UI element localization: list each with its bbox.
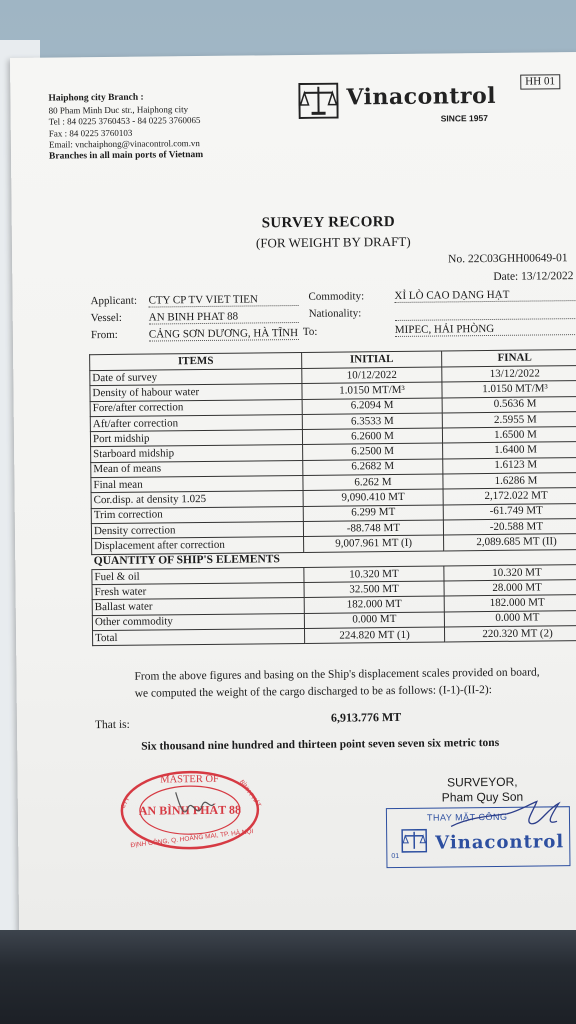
header-initial: INITIAL: [302, 351, 442, 368]
row-initial: 6.2682 M: [303, 459, 443, 476]
element-final: 182.000 MT: [444, 595, 576, 612]
applicant-value: CTY CP TV VIET TIEN: [148, 293, 298, 308]
scales-seal-icon: [401, 829, 427, 853]
row-label: Fore/after correction: [90, 399, 302, 417]
nationality-value: [395, 305, 576, 321]
row-initial: 6.299 MT: [303, 505, 443, 522]
row-final: 2.5955 M: [442, 411, 576, 428]
element-label: Fresh water: [92, 583, 304, 601]
row-label: Displacement after correction: [92, 537, 304, 555]
element-initial: 224.820 MT (1): [304, 627, 444, 644]
seal-name: Vinacontrol: [435, 831, 565, 854]
row-initial: 9,090.410 MT: [303, 489, 443, 506]
row-label: Cor.disp. at density 1.025: [91, 491, 303, 509]
logo-name: Vinacontrol: [346, 82, 497, 111]
branch-fax: Fax : 84 0225 3760103: [48, 127, 133, 139]
vinacontrol-seal: [386, 806, 571, 868]
branch-email: Email: vnchaiphong@vinacontrol.com.vn: [48, 138, 200, 150]
stamp-bottom: ĐỊNH CÔNG, Q. HOÀNG MAI, TP. HÀ NỘI: [130, 828, 254, 850]
row-final: 1.6400 M: [443, 442, 576, 459]
stamp-ring-left: CTY: [120, 796, 132, 810]
row-final: 0.5636 M: [442, 396, 576, 413]
cargo-weight-words: Six thousand nine hundred and thirteen point seven seven six metric tons: [141, 736, 500, 753]
seal-on-behalf: THAY MẶT CÔNG: [426, 811, 508, 823]
master-stamp-seal: [117, 767, 268, 853]
row-initial: 1.0150 MT/M³: [302, 382, 442, 399]
row-final: -61.749 MT: [443, 503, 576, 520]
row-label: Density correction: [91, 521, 303, 539]
vessel-label: Vessel:: [90, 311, 122, 325]
row-label: Starboard midship: [91, 445, 303, 463]
row-initial: 6.2094 M: [302, 398, 442, 415]
row-label: Density of habour water: [90, 384, 302, 402]
element-label: Fuel & oil: [92, 567, 304, 585]
paragraph-line-1: From the above figures and basing on the Ship's displacement scales provided on board,: [134, 666, 540, 683]
row-final: 13/12/2022: [442, 365, 576, 382]
master-stamp: [117, 767, 268, 858]
nationality-label: Nationality:: [308, 307, 362, 320]
row-label: Trim correction: [91, 506, 303, 524]
from-label: From:: [90, 328, 118, 342]
element-initial: 0.000 MT: [304, 612, 444, 629]
row-initial: 6.262 M: [303, 474, 443, 491]
cargo-weight: 6,913.776 MT: [330, 709, 402, 725]
to-value: MIPEC, HẢI PHÒNG: [395, 322, 576, 337]
element-initial: 182.000 MT: [304, 596, 444, 613]
row-final: 2,089.685 MT (II): [444, 534, 576, 551]
reference-number: No. 22C03GHH00649-01: [448, 252, 568, 266]
row-final: -20.588 MT: [443, 518, 576, 535]
row-initial: 6.3533 M: [302, 413, 442, 430]
row-initial: 6.2600 M: [302, 428, 442, 445]
branch-header: [48, 92, 203, 163]
row-label: Aft/after correction: [90, 414, 302, 432]
paragraph-line-2: we computed the weight of the cargo discharged to be as follows: (I-1)-(II-2):: [134, 683, 492, 700]
element-final: 220.320 MT (2): [444, 625, 576, 642]
element-label: Total: [93, 628, 305, 646]
element-final: 28.000 MT: [444, 580, 576, 597]
survey-table: [89, 349, 576, 647]
header-final: FINAL: [442, 349, 576, 367]
that-is-label: That is:: [94, 718, 130, 732]
vessel-value: AN BINH PHAT 88: [149, 310, 299, 325]
seal-code: 01: [391, 852, 400, 861]
element-initial: 32.500 MT: [304, 581, 444, 598]
form-code: HH 01: [520, 74, 560, 89]
stamp-ring-right: BÌNH PHÁT: [237, 779, 262, 809]
branch-tel: Tel : 84 0225 3760453 - 84 0225 3760065: [48, 115, 201, 127]
row-label: Date of survey: [90, 368, 302, 386]
row-final: 1.0150 MT/M³: [442, 381, 576, 398]
reference-date: Date: 13/12/2022: [493, 270, 574, 283]
desk-background: [0, 930, 576, 1024]
element-final: 0.000 MT: [444, 610, 576, 627]
element-initial: 10.320 MT: [304, 566, 444, 583]
row-final: 2,172.022 MT: [443, 488, 576, 505]
survey-document: [10, 52, 576, 936]
row-initial: 10/12/2022: [302, 367, 442, 384]
row-initial: 9,007.961 MT (I): [304, 535, 444, 552]
commodity-label: Commodity:: [308, 290, 365, 303]
branch-title: Haiphong city Branch :: [48, 92, 144, 104]
element-label: Ballast water: [92, 598, 304, 616]
header-items: ITEMS: [90, 352, 302, 370]
from-value: CẢNG SƠN DƯƠNG, HÀ TĨNH: [148, 326, 299, 341]
to-label: To:: [302, 325, 318, 338]
surveyor-role: SURVEYOR,: [446, 774, 518, 790]
row-initial: 6.2500 M: [303, 443, 443, 460]
branch-network: Branches in all main ports of Vietnam: [48, 149, 204, 162]
row-final: 1.6500 M: [442, 427, 576, 444]
element-label: Other commodity: [92, 613, 304, 631]
commodity-value: XỈ LÒ CAO DẠNG HẠT: [394, 288, 576, 303]
row-label: Final mean: [91, 476, 303, 494]
row-final: 1.6123 M: [443, 457, 576, 474]
logo-since: SINCE 1957: [440, 112, 488, 124]
surveyor-name: Pham Quy Son: [441, 789, 524, 805]
section-title: QUANTITY OF SHIP'S ELEMENTS: [92, 549, 576, 570]
computation-paragraph: [134, 664, 539, 702]
row-label: Mean of means: [91, 460, 303, 478]
element-final: 10.320 MT: [444, 564, 576, 581]
applicant-label: Applicant:: [90, 294, 138, 308]
row-label: Port midship: [90, 430, 302, 448]
scales-logo-icon: [298, 83, 338, 119]
branch-address: 80 Pham Minh Duc str., Haiphong city: [48, 103, 189, 116]
stamp-name: AN BÌNH PHÁT 88: [138, 802, 242, 818]
document-subtitle: (FOR WEIGHT BY DRAFT): [255, 233, 411, 251]
stamp-top: MASTER OF: [160, 773, 219, 786]
row-initial: -88.748 MT: [303, 520, 443, 537]
document-title: SURVEY RECORD: [261, 213, 396, 232]
row-final: 1.6286 M: [443, 473, 576, 490]
surveyor-signature: [447, 797, 567, 838]
